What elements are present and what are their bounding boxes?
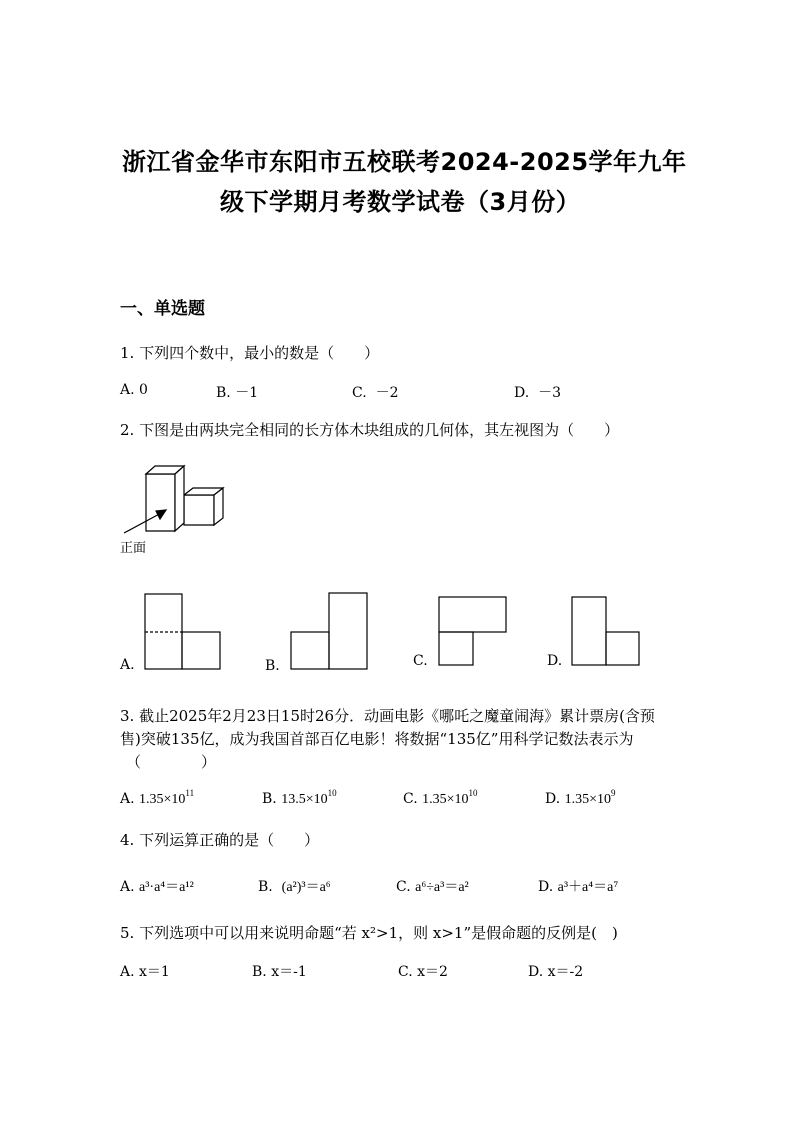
question-number: 3.	[120, 707, 135, 725]
option-3b[interactable]	[262, 788, 337, 808]
option-math: $1.35\times 10^9$	[564, 788, 616, 807]
option-b-figure	[291, 593, 367, 669]
option-text: x＝2	[417, 964, 448, 980]
question-stem: 下列运算正确的是（ ）	[139, 831, 320, 849]
option-label: A.	[120, 879, 135, 895]
option-label: B.	[262, 791, 277, 807]
option-label: D.	[538, 879, 554, 895]
option-label: B.	[252, 964, 267, 980]
question-number: 1.	[120, 344, 135, 362]
option-2c[interactable]: C.	[413, 653, 428, 669]
option-label: B.	[258, 879, 273, 895]
option-math: (a²)³＝a⁶	[281, 880, 331, 895]
question-number: 2.	[120, 421, 135, 439]
question-stem-line1: 截止2025年2月23日15时26分．动画电影《哪吒之魔童闹海》累计票房(含预	[139, 707, 655, 725]
option-2b[interactable]: B.	[265, 658, 280, 674]
option-5a[interactable]	[120, 961, 170, 981]
option-3a[interactable]	[120, 788, 195, 808]
option-label: C.	[352, 385, 367, 401]
option-3d[interactable]	[545, 788, 616, 808]
option-math: a³·a⁴＝a¹²	[139, 880, 194, 895]
page-title-line2: 级下学期月考数学试卷（3月份）	[220, 188, 581, 216]
option-math: a⁶÷a³＝a²	[415, 880, 469, 895]
option-5b[interactable]	[252, 961, 307, 981]
option-math: $1.35\times 10^{11}$	[139, 788, 195, 807]
option-5c[interactable]	[398, 961, 448, 981]
page-title-line1: 浙江省金华市东阳市五校联考2024-2025学年九年	[122, 148, 687, 176]
option-4d[interactable]	[538, 876, 618, 896]
question-5	[120, 922, 618, 943]
option-label: C.	[403, 791, 418, 807]
option-4a[interactable]	[120, 876, 194, 896]
option-text: －1	[235, 385, 259, 401]
question-stem-line3: （ ）	[126, 753, 217, 771]
option-label: A.	[120, 964, 135, 980]
question-stem: 下列选项中可以用来说明命题“若 x²>1，则 x>1”是假命题的反例是( )	[139, 924, 618, 942]
option-label: B.	[216, 385, 231, 401]
option-math: $13.5\times 10^{10}$	[281, 788, 337, 807]
option-label: C.	[396, 879, 411, 895]
question-4	[120, 829, 319, 850]
option-3c[interactable]	[403, 788, 478, 808]
option-text: 0	[139, 382, 148, 398]
question-number: 4.	[120, 831, 135, 849]
question-stem: 下列四个数中，最小的数是（ ）	[139, 344, 380, 362]
option-2d[interactable]: D.	[547, 653, 563, 669]
option-text: －2	[375, 385, 399, 401]
option-math: $1.35\times 10^{10}$	[422, 788, 478, 807]
option-label: D.	[528, 964, 544, 980]
option-label: D.	[514, 385, 530, 401]
question-stem: 下图是由两块完全相同的长方体木块组成的几何体，其左视图为（ ）	[139, 421, 620, 439]
question-3	[120, 705, 655, 726]
option-text: －3	[538, 385, 562, 401]
option-d-figure	[572, 597, 639, 665]
option-label: A.	[120, 382, 135, 398]
option-5d[interactable]	[528, 961, 583, 981]
option-label: D.	[545, 791, 561, 807]
option-a-figure	[145, 594, 220, 669]
option-text: x＝-1	[271, 964, 307, 980]
option-math: a³＋a⁴＝a⁷	[557, 880, 619, 895]
question-number: 5.	[120, 924, 135, 942]
option-4b[interactable]	[258, 876, 331, 896]
option-c-figure	[439, 597, 506, 665]
option-text: x＝1	[139, 964, 170, 980]
option-label: C.	[398, 964, 413, 980]
option-label: A.	[120, 791, 135, 807]
question-stem-line2: 售)突破135亿，成为我国首部百亿电影！将数据“135亿”用科学记数法表示为	[120, 730, 634, 748]
option-text: x＝-2	[547, 964, 584, 980]
figure-caption: 正面	[120, 541, 147, 556]
option-2a[interactable]: A.	[120, 657, 135, 673]
option-4c[interactable]	[396, 876, 469, 896]
section-heading: 一、单选题	[120, 299, 205, 319]
